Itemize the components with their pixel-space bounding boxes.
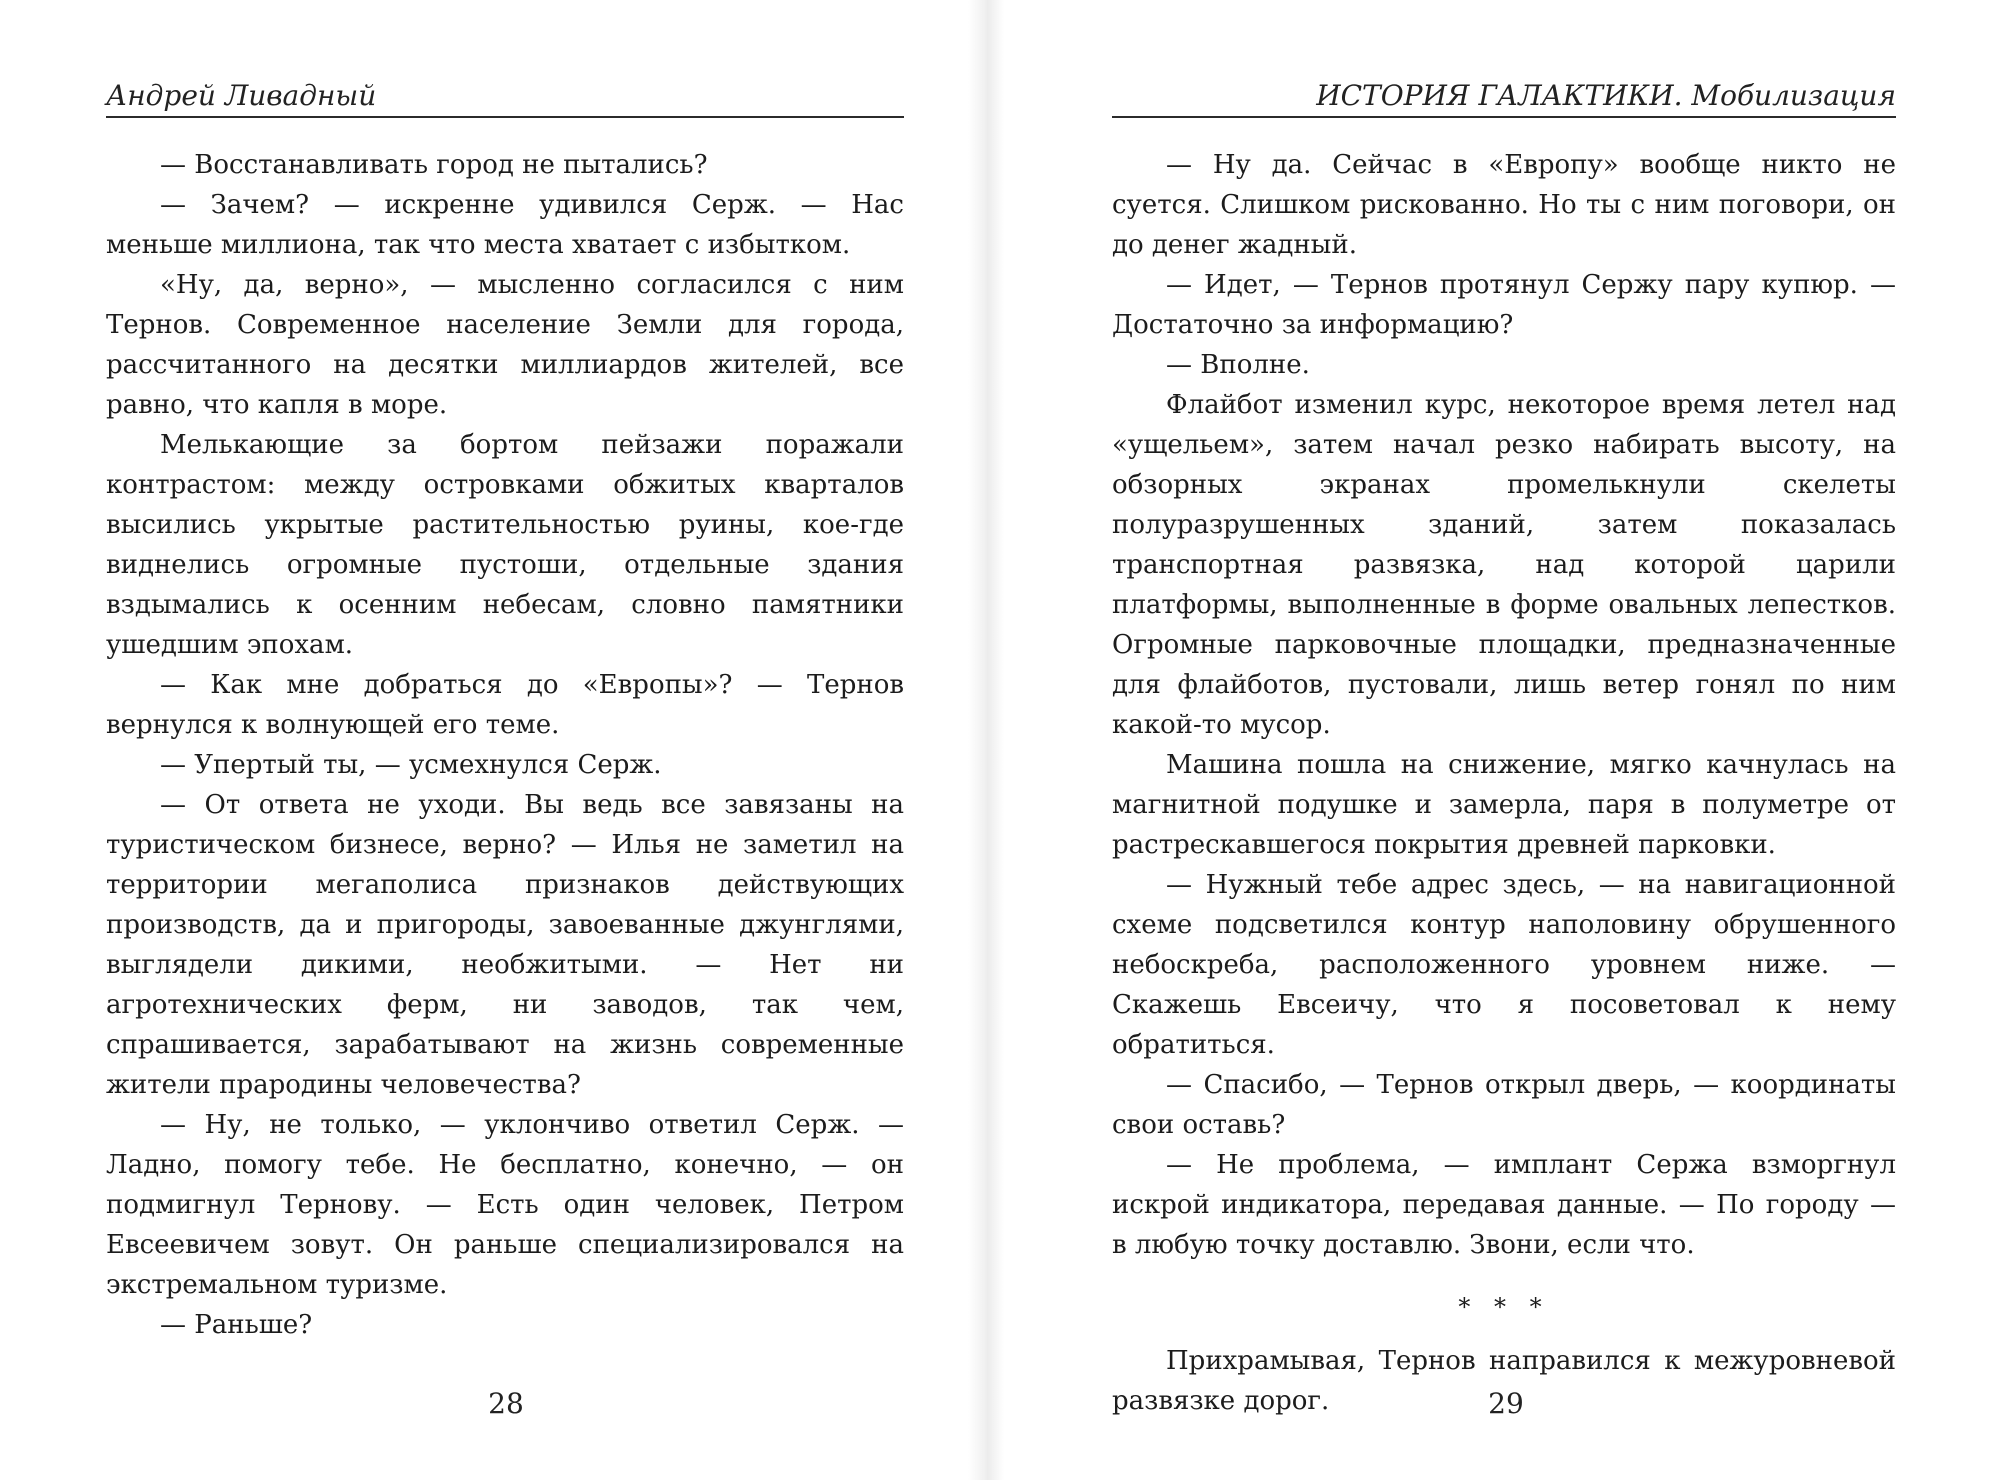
- paragraph: — Как мне добраться до «Европы»? — Тернов вернулся к волнующей его теме.: [106, 670, 904, 740]
- paragraph: — Ну, не только, — уклончиво ответил Серж. — Ладно, помогу тебе. Не бесплатно, конечно, — он подмигнул Тернову. — Есть один человек, Петром Евсеевичем зовут. Он раньше специализировался на экстремальном туризме.: [106, 1110, 904, 1300]
- book-gutter: [968, 0, 1004, 1480]
- paragraph: Машина пошла на снижение, мягко качнулась на магнитной подушке и замерла, паря в полуметре от растрескавшегося покрытия древней парковки.: [1112, 750, 1896, 860]
- scene-break: * * *: [1458, 1293, 1550, 1321]
- running-header-title: ИСТОРИЯ ГАЛАКТИКИ. Мобилизация: [1316, 79, 1896, 112]
- paragraph: — Упертый ты, — усмехнулся Серж.: [160, 750, 662, 780]
- paragraph: — Зачем? — искренне удивился Серж. — Нас меньше миллиона, так что места хватает с избытком.: [106, 190, 904, 260]
- header-rule: [1112, 116, 1896, 118]
- left-page-body: [106, 145, 904, 1345]
- right-page: [990, 0, 2000, 1480]
- paragraph: Мелькающие за бортом пейзажи поражали контрастом: между островками обжитых кварталов высились укрытые растительностью руины, кое-где виднелись огромные пустоши, отдельные здания вздымались к осенним небесам, словно памятники ушедшим эпохам.: [106, 430, 904, 660]
- paragraph: — Нужный тебе адрес здесь, — на навигационной схеме подсветился контур наполовину обрушенного небоскреба, расположенного уровнем ниже. — Скажешь Евсеичу, что я посоветовал к нему обратиться.: [1112, 870, 1896, 1060]
- header-rule: [106, 116, 904, 118]
- paragraph: — Вполне.: [1166, 350, 1310, 380]
- right-page-body: [1112, 145, 1896, 1421]
- page-number: 29: [1488, 1387, 1524, 1420]
- paragraph: — От ответа не уходи. Вы ведь все завязаны на туристическом бизнесе, верно? — Илья не заметил на территории мегаполиса признаков действующих производств, да и пригороды, завоеванные джунглями, выглядели дикими, необжитыми. — Нет ни агротехнических ферм, ни заводов, так чем, спрашивается, зарабатывают на жизнь современные жители прародины человечества?: [106, 790, 904, 1100]
- paragraph: Прихрамывая, Тернов направился к межуровневой развязке дорог.: [1112, 1346, 1896, 1416]
- paragraph: «Ну, да, верно», — мысленно согласился с ним Тернов. Современное население Земли для города, рассчитанного на десятки миллиардов жителей, все равно, что капля в море.: [106, 270, 904, 420]
- paragraph: Флайбот изменил курс, некоторое время летел над «ущельем», затем начал резко набирать высоту, на обзорных экранах промелькнули скелеты полуразрушенных зданий, затем показалась транспортная развязка, над которой царили платформы, выполненные в форме овальных лепестков. Огромные парковочные площадки, предназначенные для флайботов, пустовали, лишь ветер гонял по ним какой-то мусор.: [1112, 390, 1896, 740]
- page-number: 28: [488, 1387, 524, 1420]
- paragraph: — Спасибо, — Тернов открыл дверь, — координаты свои оставь?: [1112, 1070, 1896, 1140]
- paragraph: — Идет, — Тернов протянул Сержу пару купюр. — Достаточно за информацию?: [1112, 270, 1896, 340]
- paragraph: — Не проблема, — имплант Сержа взморгнул искрой индикатора, передавая данные. — По городу — в любую точку доставлю. Звони, если что.: [1112, 1150, 1896, 1260]
- paragraph: — Раньше?: [160, 1310, 313, 1340]
- paragraph: — Восстанавливать город не пытались?: [160, 150, 708, 180]
- left-page: [0, 0, 990, 1480]
- paragraph: — Ну да. Сейчас в «Европу» вообще никто не суется. Слишком рискованно. Но ты с ним поговори, он до денег жадный.: [1112, 150, 1896, 260]
- running-header-author: Андрей Ливадный: [106, 79, 377, 112]
